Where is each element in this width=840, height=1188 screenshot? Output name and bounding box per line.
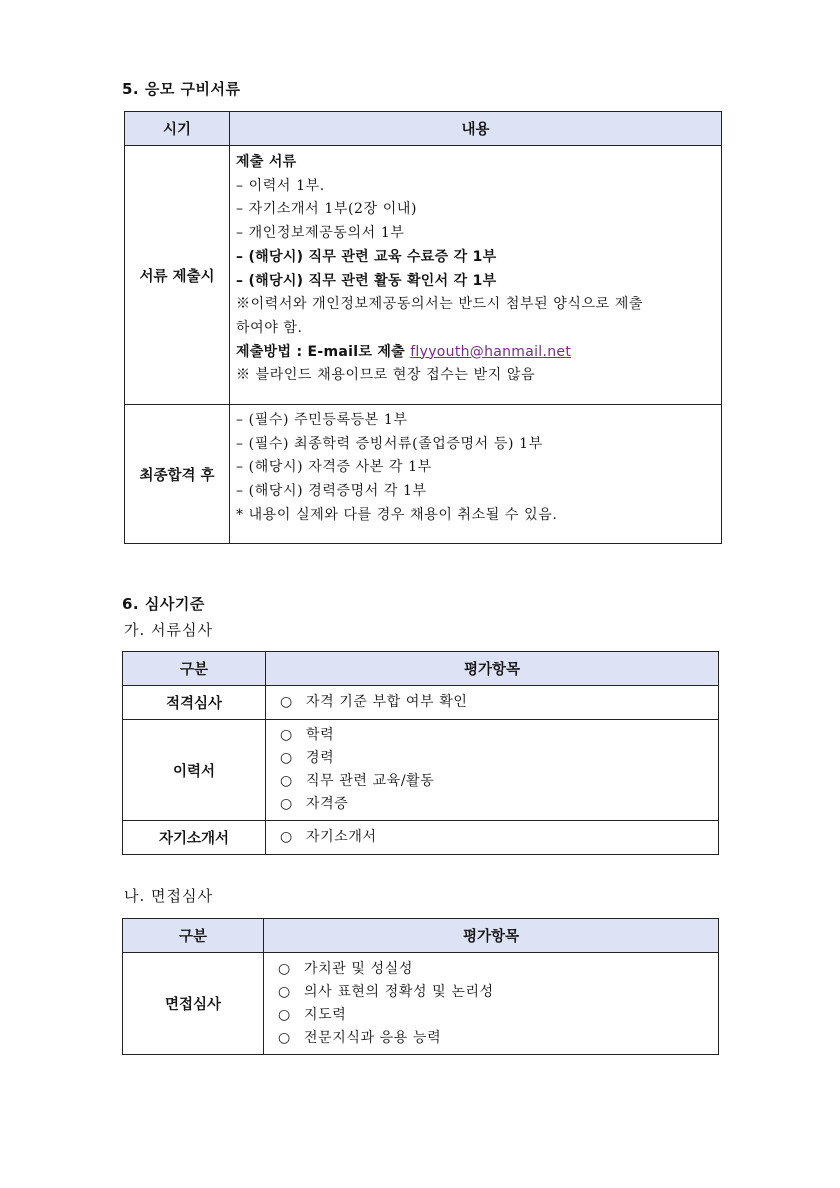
submission-line: – 자기소개서 1부(2장 이내) xyxy=(236,201,418,218)
document-review-body xyxy=(123,686,719,855)
criteria-item-text: 자기소개서 xyxy=(306,829,377,845)
final-lines xyxy=(236,409,715,528)
criteria-item xyxy=(272,826,712,849)
submission-line: ※이력서와 개인정보제공동의서는 반드시 첨부된 양식으로 제출 xyxy=(236,296,644,313)
circle-bullet-icon: ○ xyxy=(278,983,291,1000)
criteria-category: 적격심사 xyxy=(123,686,266,720)
circle-bullet-icon: ○ xyxy=(280,796,293,812)
final-content xyxy=(230,405,722,544)
submission-content xyxy=(230,146,722,405)
criteria-items xyxy=(264,953,719,1055)
criteria-row xyxy=(123,953,719,1055)
submission-line: 제출 서류 xyxy=(236,154,297,170)
criteria-item xyxy=(270,1004,712,1027)
interview-review-body xyxy=(123,953,719,1055)
criteria-items xyxy=(266,686,719,720)
interview-review-table xyxy=(122,918,719,1055)
criteria-row xyxy=(123,821,719,855)
circle-bullet-icon: ○ xyxy=(280,750,293,766)
criteria-item-text: 의사 표현의 정확성 및 논리성 xyxy=(304,983,494,1000)
circle-bullet-icon: ○ xyxy=(278,960,291,977)
criteria-item xyxy=(272,770,712,793)
criteria-item xyxy=(272,793,712,816)
circle-bullet-icon: ○ xyxy=(280,727,293,743)
subsection-a-title: 가. 서류심사 xyxy=(124,621,213,639)
final-line: – (필수) 최종학력 증빙서류(졸업증명서 등) 1부 xyxy=(236,435,543,452)
submission-lines xyxy=(236,151,715,341)
criteria-item-text: 자격 기준 부합 여부 확인 xyxy=(306,694,468,710)
document-review-table xyxy=(122,651,719,855)
interview-header-items: 평가항목 xyxy=(264,919,719,953)
criteria-items xyxy=(266,821,719,855)
final-line: – (해당시) 자격증 사본 각 1부 xyxy=(236,459,432,476)
final-line: – (해당시) 경력증명서 각 1부 xyxy=(236,483,427,500)
criteria-item xyxy=(270,958,712,981)
criteria-row xyxy=(123,720,719,821)
subsection-b-title: 나. 면접심사 xyxy=(124,887,213,905)
final-line: – (필수) 주민등록등본 1부 xyxy=(236,412,408,428)
final-line: * 내용이 실제와 다를 경우 채용이 취소될 수 있음. xyxy=(236,506,558,523)
row-label-final: 최종합격 후 xyxy=(125,405,230,544)
circle-bullet-icon: ○ xyxy=(280,773,293,789)
circle-bullet-icon: ○ xyxy=(278,1029,291,1046)
documents-header-period: 시기 xyxy=(125,112,230,146)
submission-line: – (해당시) 직무 관련 활동 확인서 각 1부 xyxy=(236,272,497,289)
criteria-category: 이력서 xyxy=(123,720,266,821)
criteria-item xyxy=(270,1027,712,1050)
criteria-item xyxy=(272,747,712,770)
submission-line: 하여야 함. xyxy=(236,319,303,336)
documents-header-content: 내용 xyxy=(230,112,722,146)
interview-header-category: 구분 xyxy=(123,919,264,953)
submission-email-link[interactable]: flyyouth@hanmail.net xyxy=(410,343,572,360)
submission-line: – (해당시) 직무 관련 교육 수료증 각 1부 xyxy=(236,248,497,265)
criteria-row xyxy=(123,686,719,720)
submission-method-label: 제출방법 : E-mail로 제출 xyxy=(236,343,405,360)
submission-line: – 이력서 1부. xyxy=(236,177,325,194)
section-6-title: 6. 심사기준 xyxy=(122,595,205,613)
criteria-item-text: 학력 xyxy=(306,727,335,743)
criteria-item-text: 직무 관련 교육/활동 xyxy=(306,773,435,789)
criteria-category: 자기소개서 xyxy=(123,821,266,855)
circle-bullet-icon: ○ xyxy=(280,694,293,710)
submission-line: – 개인정보제공동의서 1부 xyxy=(236,225,405,242)
criteria-item-text: 가치관 및 성실성 xyxy=(304,960,413,977)
review-header-items: 평가항목 xyxy=(266,652,719,686)
submission-note: ※ 블라인드 채용이므로 현장 접수는 받지 않음 xyxy=(236,367,536,384)
criteria-item xyxy=(270,981,712,1004)
submission-method xyxy=(236,341,715,365)
review-header-category: 구분 xyxy=(123,652,266,686)
criteria-item-text: 자격증 xyxy=(306,796,349,812)
circle-bullet-icon: ○ xyxy=(280,829,293,845)
criteria-item xyxy=(272,691,712,714)
section-5-title: 5. 응모 구비서류 xyxy=(122,80,241,98)
criteria-item-text: 전문지식과 응용 능력 xyxy=(304,1029,442,1046)
criteria-category: 면접심사 xyxy=(123,953,264,1055)
criteria-item-text: 지도력 xyxy=(304,1006,347,1023)
criteria-item xyxy=(272,724,712,747)
criteria-item-text: 경력 xyxy=(306,750,335,766)
row-label-submission: 서류 제출시 xyxy=(125,146,230,405)
documents-table xyxy=(124,111,722,544)
circle-bullet-icon: ○ xyxy=(278,1006,291,1023)
criteria-items xyxy=(266,720,719,821)
